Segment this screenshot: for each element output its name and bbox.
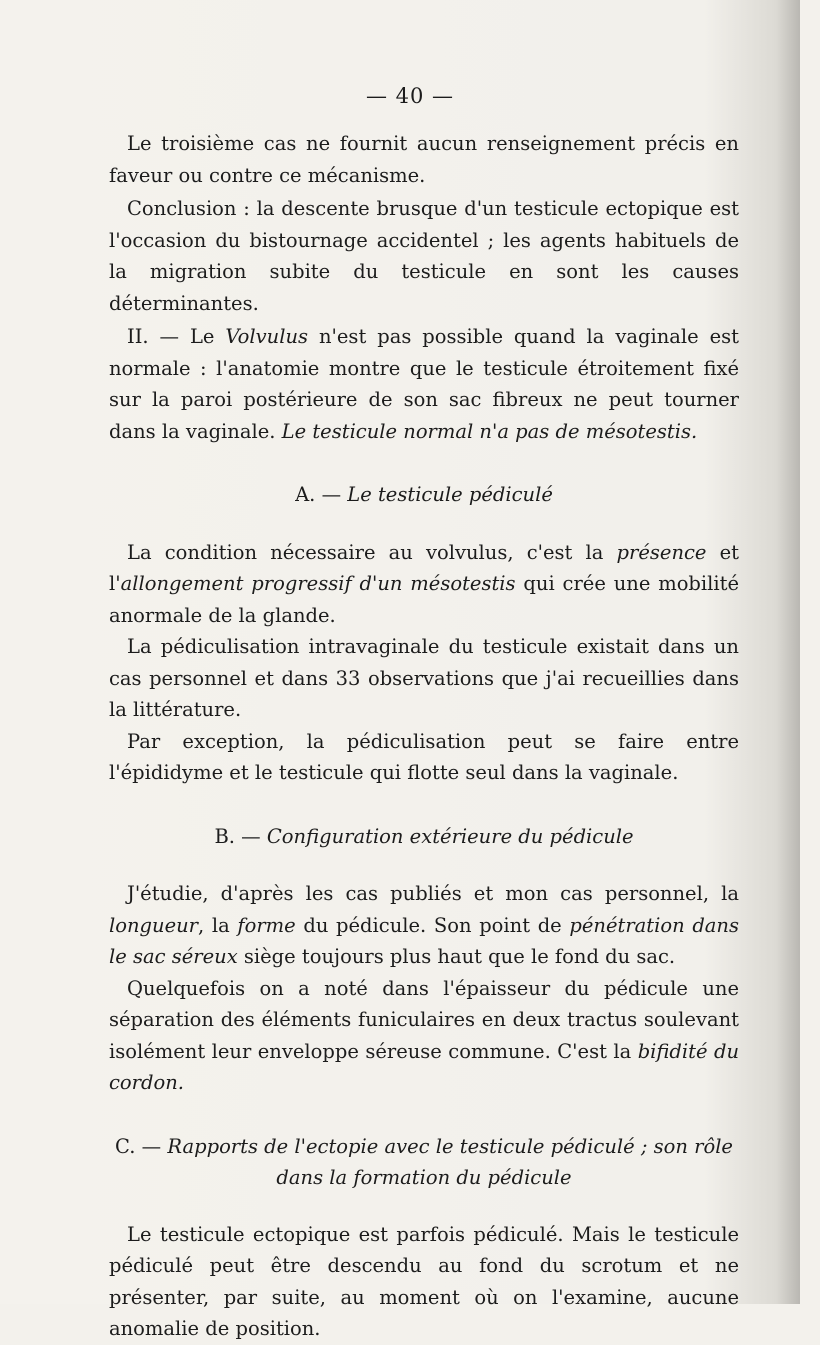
text-segment: La condition nécessaire au volvulus, c'est la — [127, 540, 617, 564]
section-title: Le testicule pédiculé — [347, 483, 553, 506]
text-segment: J'étudie, d'après les cas publiés et mon cas personnel, la — [127, 882, 739, 905]
italic-term: longueur — [109, 913, 198, 937]
text-segment: , la — [198, 913, 238, 937]
text-segment: Quelquefois on a noté dans l'épaisseur du pédicule une séparation des éléments funiculaires en deux tractus soulevant isolément leur enveloppe séreuse commune. C'est la — [109, 976, 739, 1063]
paragraph-exception: Par exception, la pédiculisation peut se faire entre l'épididyme et le testicule qui flotte seul dans la vaginale. — [109, 729, 739, 784]
paragraph-bifidite — [109, 973, 739, 1099]
paragraph-volvulus — [109, 321, 739, 447]
section-letter: C. — — [115, 1134, 168, 1158]
paragraph-pediculisation: La pédiculisation intravaginale du testicule existait dans un cas personnel et dans 33 observations que j'ai recueillies dans la littérature. — [109, 635, 739, 721]
section-letter: A. — — [295, 483, 348, 506]
text-segment: et l' — [109, 540, 739, 595]
section-title: Rapports de l'ectopie avec le testicule pédiculé ; son rôle — [167, 1134, 733, 1158]
italic-term: bifidité du cordon. — [109, 1039, 740, 1094]
section-heading-b — [109, 821, 739, 853]
italic-statement: Le testicule normal n'a pas de mésotestis. — [281, 419, 698, 443]
section-heading-a — [109, 479, 739, 511]
paragraph-condition — [109, 537, 739, 632]
italic-term: présence — [616, 540, 707, 564]
text-segment: II. — Le — [127, 325, 226, 348]
text-segment: du pédicule. Son point de — [295, 913, 570, 937]
section-letter: B. — — [214, 824, 267, 848]
text-segment: siège toujours plus haut que le fond du sac. — [237, 945, 676, 968]
italic-term: forme — [237, 913, 296, 937]
italic-term: Volvulus — [225, 325, 309, 348]
text-segment: n'est pas possible quand la vaginale est normale : l'anatomie montre que le testicule étroitement fixé sur la paroi postérieure de son sac fibreux ne peut tourner dans la vaginale. — [109, 325, 739, 443]
section-heading-c — [109, 1131, 739, 1193]
page-body — [109, 128, 739, 1345]
italic-term: pénétration dans le sac séreux — [109, 913, 739, 968]
paragraph-ectopique: Le testicule ectopique est parfois pédiculé. Mais le testicule pédiculé peut être descendu au fond du scrotum et ne présenter, par suite, au moment où on l'examine, aucune anomalie de position. — [109, 1222, 739, 1340]
paragraph-1: Le troisième cas ne fournit aucun renseignement précis en faveur ou contre ce mécanisme. — [109, 132, 739, 187]
page-number: — 40 — — [365, 84, 455, 108]
section-title-line-2: dans la formation du pédicule — [276, 1165, 572, 1189]
italic-term: allongement progressif d'un mésotestis — [120, 572, 516, 595]
paragraph-conclusion: Conclusion : la descente brusque d'un testicule ectopique est l'occasion du bistournage accidentel ; les agents habituels de la migration subite du testicule en sont les causes déterminantes. — [109, 197, 739, 315]
text-segment: qui crée une mobilité anormale de la glande. — [109, 572, 740, 627]
section-title: Configuration extérieure du pédicule — [266, 824, 634, 848]
paragraph-etude — [109, 878, 739, 973]
